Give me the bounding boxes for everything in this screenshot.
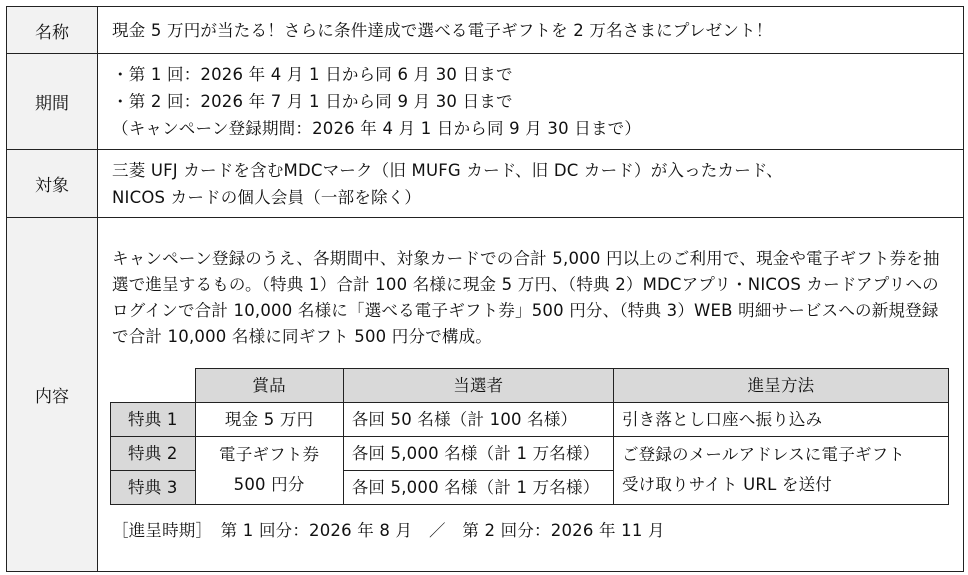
prize-table-corner (111, 368, 196, 402)
prize-row-2 (111, 436, 949, 470)
campaign-name: 現金 5 万円が当たる！さらに条件達成で選べる電子ギフトを 2 万名さまにプレゼント！ (98, 7, 964, 54)
period-value (98, 54, 964, 150)
prize-line-1: 電子ギフト券 (219, 445, 320, 464)
winners-cell: 各回 50 名様（計 100 名様） (343, 402, 613, 436)
registration-period-line: （キャンペーン登録期間：2026 年 4 月 1 日から同 9 月 30 日まで） (112, 119, 642, 138)
row-content (7, 218, 964, 572)
row-period (7, 54, 964, 150)
prize-row-1 (111, 402, 949, 436)
delivery-period: ［進呈時期］ 第 1 回分：2026 年 8 月 ／ 第 2 回分：2026 年 11 月 (112, 520, 665, 540)
prize-cell: 現金 5 万円 (195, 402, 343, 436)
content-description: キャンペーン登録のうえ、各期間中、対象カードでの合計 5,000 円以上のご利用で、現金や電子ギフト券を抽選で進呈するもの。（特典 1）合計 100 名様に現金 5 万円、（特典 2）MDCアプリ・NICOS カードアプリへのログインで合計 10,000 名様に「選べる電子ギフト券」500 円分、（特典 3）WEB 明細サービスへの新規登録で合計 10,000 名様に同ギフト 500 円分で構成。 (112, 248, 940, 346)
prize-table (110, 368, 949, 505)
period-line-2: ・第 2 回：2026 年 7 月 1 日から同 9 月 30 日まで (112, 92, 513, 111)
prize-line-2: 500 円分 (233, 475, 305, 494)
target-line-1: 三菱 UFJ カードを含むMDCマーク（旧 MUFG カード、旧 DC カード）が入ったカード、 (112, 160, 783, 180)
target-value (98, 150, 964, 218)
header-winners: 当選者 (343, 368, 613, 402)
prize-table-header (111, 368, 949, 402)
method-line-1: ご登録のメールアドレスに電子ギフト (621, 445, 906, 464)
method-cell-merged (613, 436, 948, 504)
method-line-2: 受け取りサイト URL を送付 (621, 475, 833, 494)
campaign-info-table (6, 6, 964, 572)
prize-row-label: 特典 3 (111, 470, 196, 504)
winners-cell: 各回 5,000 名様（計 1 万名様） (343, 470, 613, 504)
row-target (7, 150, 964, 218)
label-period: 期間 (7, 54, 98, 150)
content-value (98, 218, 964, 572)
header-method: 進呈方法 (613, 368, 948, 402)
prize-cell-merged (195, 436, 343, 504)
prize-row-label: 特典 2 (111, 436, 196, 470)
label-target: 対象 (7, 150, 98, 218)
label-name: 名称 (7, 7, 98, 54)
header-prize: 賞品 (195, 368, 343, 402)
target-line-2: NICOS カードの個人会員（一部を除く） (112, 187, 422, 207)
method-cell: 引き落とし口座へ振り込み (613, 402, 948, 436)
row-name (7, 7, 964, 54)
prize-row-label: 特典 1 (111, 402, 196, 436)
winners-cell: 各回 5,000 名様（計 1 万名様） (343, 436, 613, 470)
period-line-1: ・第 1 回：2026 年 4 月 1 日から同 6 月 30 日まで (112, 65, 513, 84)
label-content: 内容 (7, 218, 98, 572)
